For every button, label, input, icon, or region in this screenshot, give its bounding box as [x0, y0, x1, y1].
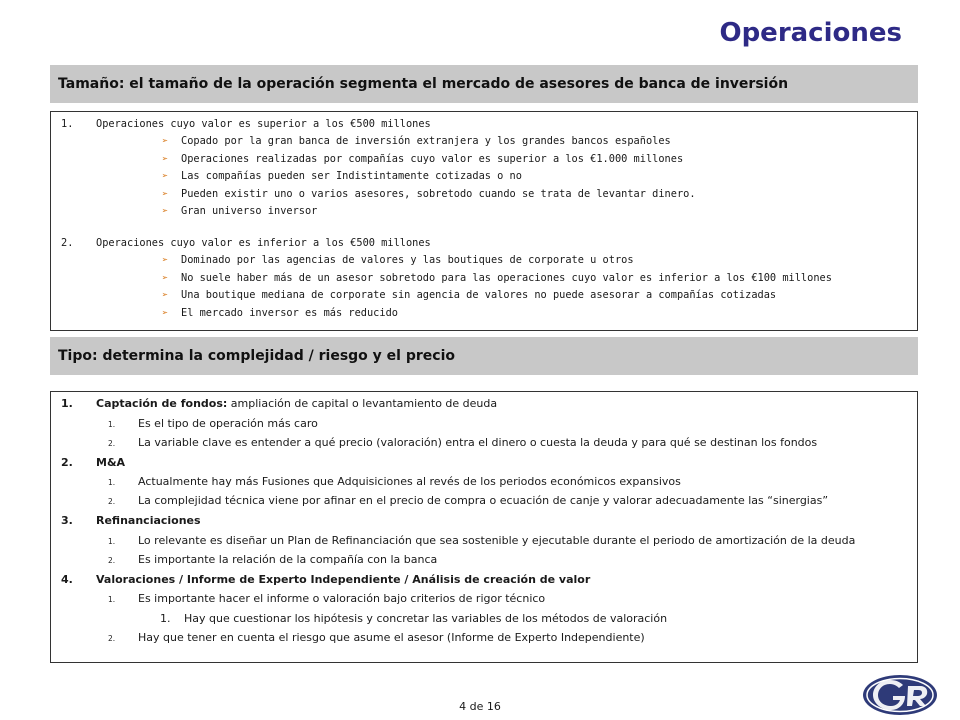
bullet-text: El mercado inversor es más reducido	[181, 306, 398, 319]
sub-list-text: Es importante hacer el informe o valoración bajo criterios de rigor técnico	[138, 592, 546, 605]
sub-list-number: 2.	[108, 497, 116, 506]
page-number: 4 de 16	[459, 700, 501, 713]
bullet-text: Operaciones realizadas por compañías cuyo valor es superior a los €1.000 millones	[181, 152, 684, 165]
arrow-bullet-icon: ➢	[162, 290, 169, 302]
list-label: Captación de fondos:	[96, 397, 228, 410]
bullet-text: Una boutique mediana de corporate sin agencia de valores no puede asesorar a compañías cotizadas	[181, 289, 777, 302]
list-label: M&A	[96, 455, 126, 469]
sub-list-item	[51, 416, 917, 432]
list-label: Refinanciaciones	[96, 514, 201, 527]
arrow-bullet-icon: ➢	[162, 272, 169, 284]
sub-sub-list-item	[51, 610, 917, 628]
sub-list-item	[51, 591, 917, 607]
bullet-text: Copado por la gran banca de inversión extranjera y los grandes bancos españoles	[181, 135, 671, 147]
list-number: 2.	[61, 455, 73, 469]
sub-list-number: 1.	[108, 595, 116, 604]
sub-list-item	[51, 474, 917, 490]
section-type-header: Tipo: determina la complejidad / riesgo y el precio	[50, 337, 918, 375]
sub-list-item	[51, 493, 917, 509]
sub-sub-list-text: Hay que cuestionar los hipótesis y concretar las variables de los métodos de valoración	[184, 612, 668, 625]
bullet-text: Dominado por las agencias de valores y las boutiques de corporate u otros	[181, 253, 634, 266]
list-item	[51, 235, 917, 252]
arrow-bullet-icon: ➢	[162, 254, 169, 266]
arrow-bullet-icon: ➢	[162, 171, 169, 183]
sub-list-number: 1.	[108, 419, 116, 429]
list-item	[51, 395, 917, 414]
list-text: ampliación de capital o levantamiento de deuda	[227, 397, 498, 410]
sub-list-item	[51, 552, 917, 568]
sub-list-number: 2.	[108, 634, 116, 643]
sub-list-item	[51, 435, 917, 451]
list-number: 4.	[61, 572, 73, 586]
sub-list-number: 1.	[108, 478, 116, 487]
sub-list-text: Es importante la relación de la compañía con la banca	[138, 552, 438, 566]
section-type-content	[50, 391, 918, 663]
sub-sub-list-number: 1.	[160, 612, 171, 625]
list-number: 1.	[61, 118, 74, 130]
bullet-item	[51, 151, 917, 169]
bullet-item	[51, 133, 917, 151]
sub-list-text: Hay que tener en cuenta el riesgo que asume el asesor (Informe de Experto Independiente)	[138, 631, 645, 644]
bullet-item	[51, 287, 917, 305]
sub-list-text: La complejidad técnica viene por afinar en el precio de compra o ecuación de canje y valorar adecuadamente las “sinergias”	[138, 494, 829, 507]
bullet-item	[51, 168, 917, 186]
sub-list-text: Actualmente hay más Fusiones que Adquisiciones al revés de los periodos económicos expansivos	[138, 475, 681, 488]
company-logo	[860, 672, 940, 718]
bullet-item	[51, 252, 917, 270]
bullet-text: No suele haber más de un asesor sobretodo para las operaciones cuyo valor es inferior a los €100 millones	[181, 271, 832, 284]
list-item	[51, 512, 917, 531]
arrow-bullet-icon: ➢	[162, 188, 169, 200]
list-number: 1.	[61, 397, 73, 410]
bullet-text: Las compañías pueden ser Indistintamente cotizadas o no	[181, 170, 522, 183]
bullet-item	[51, 305, 917, 323]
arrow-bullet-icon: ➢	[162, 206, 169, 218]
bullet-item	[51, 186, 917, 204]
arrow-bullet-icon: ➢	[162, 307, 169, 319]
bullet-text: Pueden existir uno o varios asesores, sobretodo cuando se trata de levantar dinero.	[181, 187, 696, 200]
list-number: 3.	[61, 514, 73, 527]
list-item	[51, 571, 917, 590]
sub-list-number: 1.	[108, 536, 116, 546]
section-size-header: Tamaño: el tamaño de la operación segmenta el mercado de asesores de banca de inversión	[50, 65, 918, 103]
list-item	[51, 454, 917, 473]
bullet-text: Gran universo inversor	[181, 205, 318, 218]
list-label: Valoraciones / Informe de Experto Independiente / Análisis de creación de valor	[96, 572, 591, 586]
sub-list-text: Es el tipo de operación más caro	[138, 416, 318, 430]
sub-list-item	[51, 630, 917, 646]
sub-list-item	[51, 533, 917, 549]
section-size-content	[50, 111, 918, 331]
sub-list-number: 2.	[108, 555, 116, 565]
arrow-bullet-icon: ➢	[162, 136, 169, 147]
bullet-item	[51, 270, 917, 288]
sub-list-number: 2.	[108, 438, 116, 448]
list-text: Operaciones cuyo valor es inferior a los €500 millones	[96, 236, 431, 249]
bullet-item	[51, 203, 917, 221]
arrow-bullet-icon: ➢	[162, 153, 169, 165]
list-number: 2.	[61, 236, 74, 249]
page-title: Operaciones	[719, 18, 902, 48]
sub-list-text: Lo relevante es diseñar un Plan de Refinanciación que sea sostenible y ejecutable durante el periodo de amortización de la deuda	[138, 533, 856, 547]
list-text: Operaciones cuyo valor es superior a los €500 millones	[96, 118, 431, 130]
sub-list-text: La variable clave es entender a qué precio (valoración) entra el dinero o cuesta la deuda y para qué se destinan los fondos	[138, 435, 818, 449]
list-item	[51, 116, 917, 133]
